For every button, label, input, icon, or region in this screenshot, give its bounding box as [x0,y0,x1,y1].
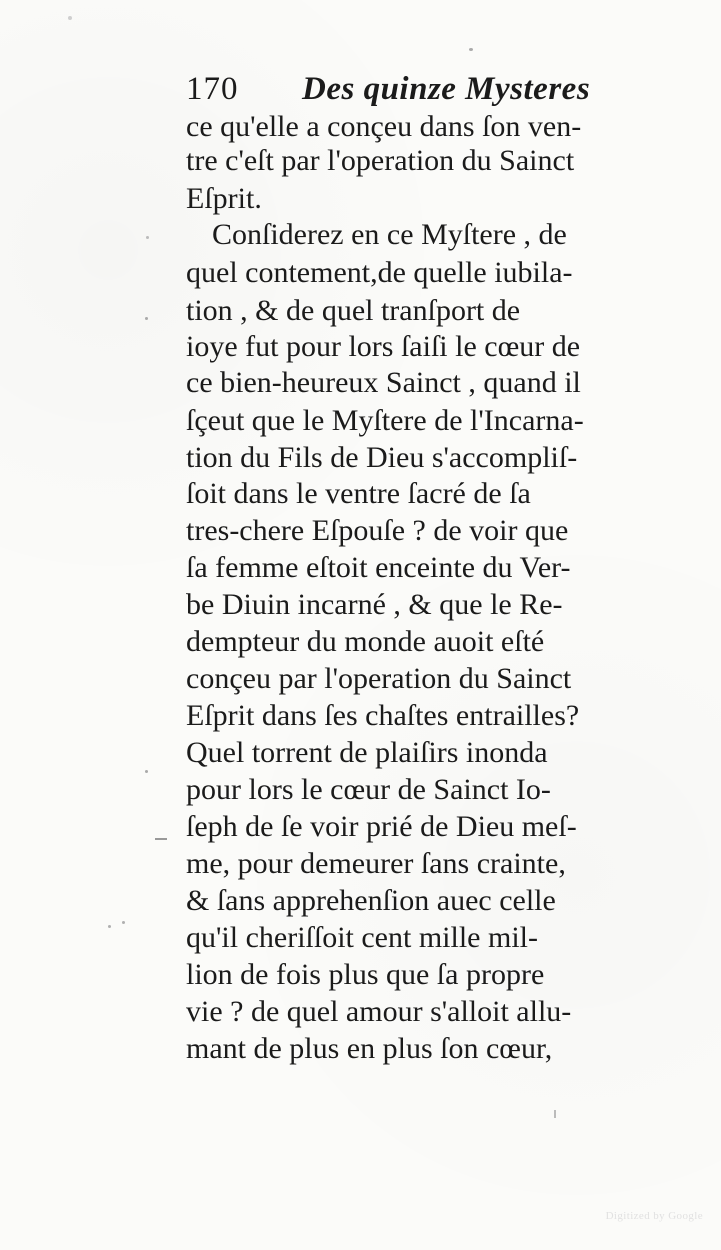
text-line: dempteur du monde auoit eſté [186,625,545,658]
paragraph-start-line: Conſiderez en ce Myſtere , de [212,218,567,251]
text-line: Quel torrent de plaiſirs inonda [186,736,548,769]
body-text [186,110,666,1090]
running-head [186,68,606,110]
text-line: Eſprit. [186,182,262,215]
text-line: mant de plus en plus ſon cœur, [186,1032,553,1065]
ink-speck [145,770,148,773]
text-line: qu'il cheriſſoit cent mille mil- [186,921,538,954]
text-line: be Diuin incarné , & que le Re- [186,588,563,621]
text-line: tres-chere Eſpouſe ? de voir que [186,514,569,547]
ink-mark [554,1110,556,1118]
text-line: pour lors le cœur de Sainct Io- [186,773,551,806]
text-line: ſa femme eſtoit enceinte du Ver- [186,551,571,584]
ink-speck [469,48,473,51]
text-line: Eſprit dans ſes chaſtes entrailles? [186,699,580,732]
ink-speck [68,16,72,20]
ink-mark [155,838,167,840]
text-line: ce qu'elle a conçeu dans ſon ven- [186,110,582,143]
page-number: 170 [186,71,239,107]
text-line: ſeph de ſe voir prié de Dieu meſ- [186,810,577,843]
ink-speck [122,921,125,924]
text-line: lion de fois plus que ſa propre [186,958,545,991]
text-line: & ſans apprehenſion auec celle [186,884,556,917]
text-line: ioye fut pour lors ſaiſi le cœur de [186,330,581,363]
running-title: Des quinze Mysteres [302,71,591,107]
text-line: me, pour demeurer ſans crainte, [186,847,566,880]
text-line: tre c'eſt par l'operation du Sainct [186,144,575,177]
text-line: ſçeut que le Myſtere de l'Incarna- [186,404,584,437]
text-line: vie ? de quel amour s'alloit allu- [186,995,572,1028]
text-line: ce bien-heureux Sainct , quand il [186,366,581,399]
text-line: conçeu par l'operation du Sainct [186,662,572,695]
text-line: tion , & de quel tranſport de [186,294,521,327]
digitization-watermark: Digitized by Google [605,1210,703,1222]
ink-speck [145,317,148,320]
text-line: ſoit dans le ventre ſacré de ſa [186,477,531,510]
ink-speck [108,925,111,928]
text-line: tion du Fils de Dieu s'accompliſ- [186,441,578,474]
ink-speck [146,236,149,239]
text-line: quel contement,de quelle iubila- [186,256,573,289]
